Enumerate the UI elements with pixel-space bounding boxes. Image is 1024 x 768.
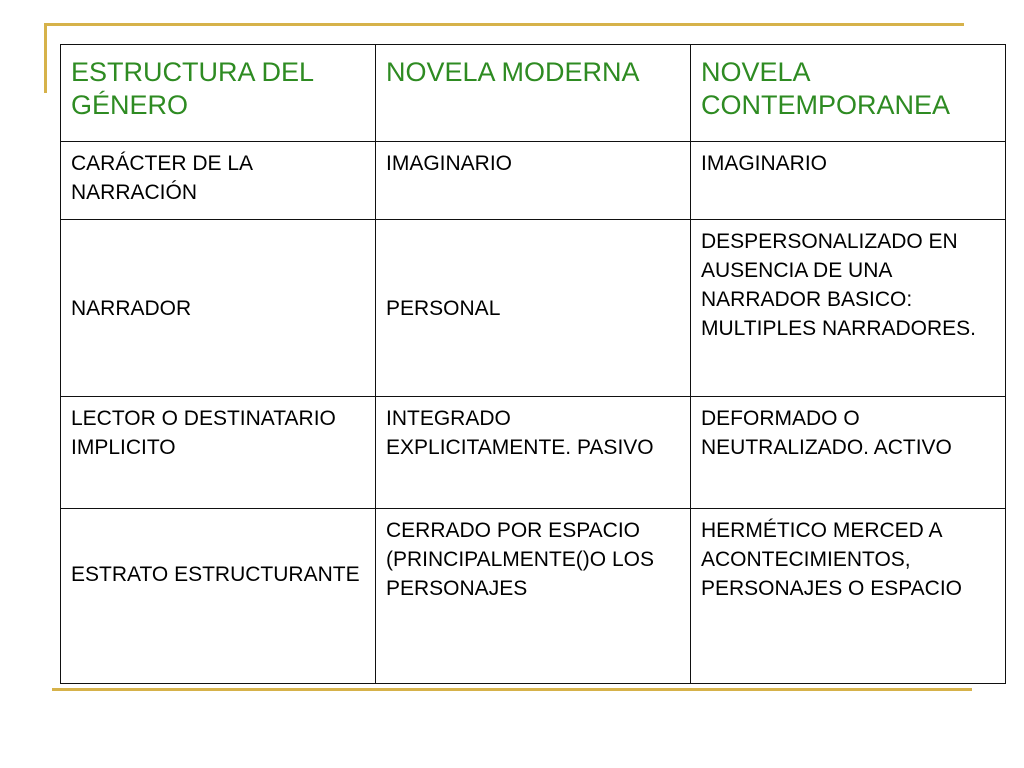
table-row bbox=[61, 509, 1006, 684]
table-cell: NARRADOR bbox=[61, 220, 376, 397]
table-cell: CARÁCTER DE LA NARRACIÓN bbox=[61, 142, 376, 220]
table-cell: HERMÉTICO MERCED A ACONTECIMIENTOS, PERSONAJES O ESPACIO bbox=[691, 509, 1006, 684]
decorative-bottom-line bbox=[52, 688, 972, 691]
table-row bbox=[61, 397, 1006, 509]
decorative-left-line bbox=[44, 23, 47, 93]
table-cell: CERRADO POR ESPACIO (PRINCIPALMENTE()O LOS PERSONAJES bbox=[376, 509, 691, 684]
table-cell: DEFORMADO O NEUTRALIZADO. ACTIVO bbox=[691, 397, 1006, 509]
header-row bbox=[61, 45, 1006, 142]
table-row bbox=[61, 142, 1006, 220]
table-cell: DESPERSONALIZADO EN AUSENCIA DE UNA NARRADOR BASICO: MULTIPLES NARRADORES. bbox=[691, 220, 1006, 397]
header-cell: NOVELA MODERNA bbox=[376, 45, 691, 142]
table-cell: IMAGINARIO bbox=[691, 142, 1006, 220]
table-cell: PERSONAL bbox=[376, 220, 691, 397]
table-cell: LECTOR O DESTINATARIO IMPLICITO bbox=[61, 397, 376, 509]
table-cell: ESTRATO ESTRUCTURANTE bbox=[61, 509, 376, 684]
comparison-table bbox=[60, 44, 1006, 684]
header-cell: ESTRUCTURA DEL GÉNERO bbox=[61, 45, 376, 142]
table-cell: IMAGINARIO bbox=[376, 142, 691, 220]
header-cell: NOVELA CONTEMPORANEA bbox=[691, 45, 1006, 142]
table-cell: INTEGRADO EXPLICITAMENTE. PASIVO bbox=[376, 397, 691, 509]
decorative-top-line bbox=[44, 23, 964, 26]
table-row bbox=[61, 220, 1006, 397]
